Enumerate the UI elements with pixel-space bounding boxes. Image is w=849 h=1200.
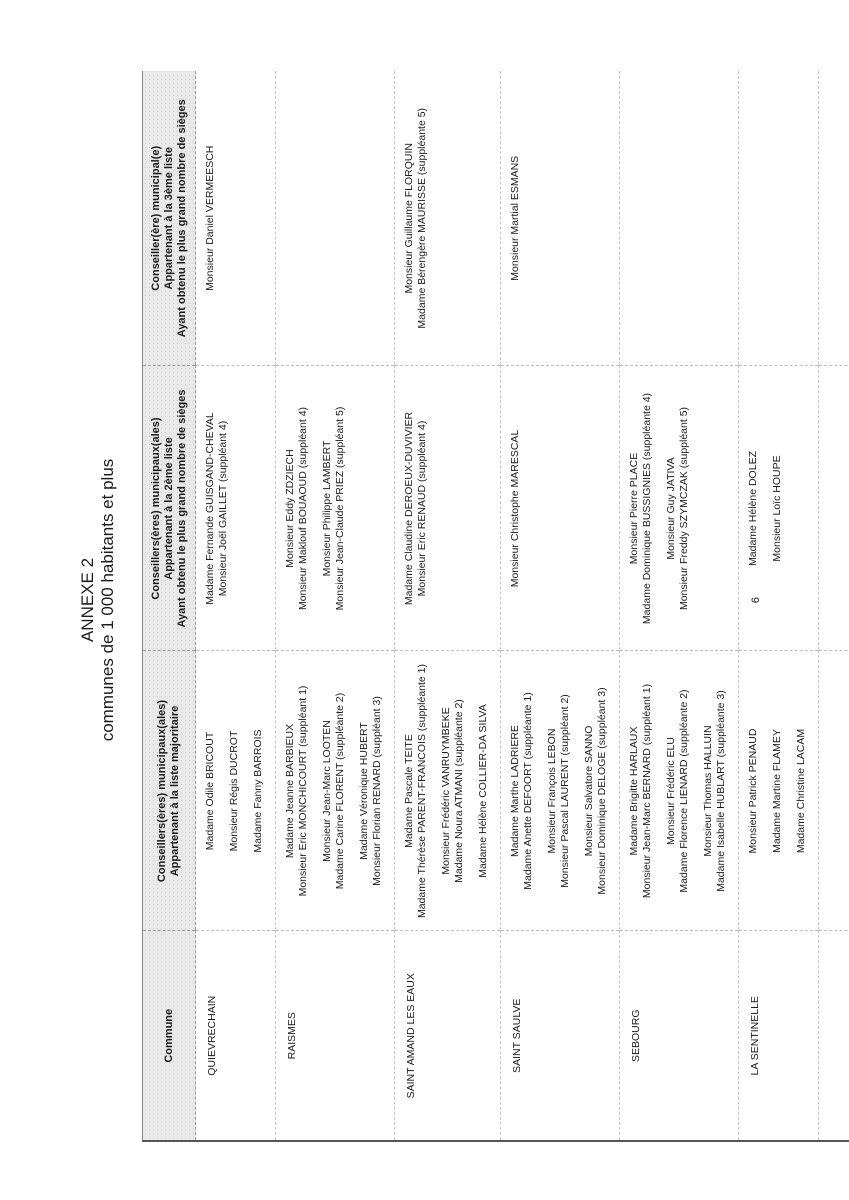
councillors-table [142,71,849,1142]
councillor-name: Madame Brigitte HARLAUX [628,726,640,856]
header-third-list [143,71,196,366]
councillor-name: Monsieur Loïc HOUPE [771,455,783,562]
majority-list-cell [276,651,395,931]
councillor-name: Monsieur Eddy ZDZIECH [284,449,296,568]
councillor-name: Madame Fernande GUISGAND-CHEVAL [204,412,216,605]
second-list-entry [771,371,784,647]
majority-list-entry [284,656,310,927]
second-list-cell [620,366,739,651]
majority-list-entry [702,656,728,927]
councillor-name: Madame Carine FLORENT (suppléante 2) [334,692,346,890]
councillor-name: Madame Noura ATMANI (suppléante 2) [453,699,465,883]
councillor-name: Monsieur Martial ESMANS [509,155,521,281]
third-list-cell [501,71,620,366]
table-row [819,71,849,1141]
majority-list-entry [440,656,466,927]
councillor-name: Monsieur Maklouf BOUAOUD (suppléant 4) [297,406,309,611]
majority-list-entry [477,656,490,927]
councillor-name: Madame Thérèse PARENT-FRANCOIS (suppléante 1) [416,663,428,919]
table-row [620,71,739,1141]
commune-cell [819,931,849,1141]
councillor-name: Madame Véronique HUBERT [358,722,370,860]
majority-list-entry [665,656,691,927]
councillor-name: Monsieur Joël GAILLET (suppléant 4) [217,420,229,597]
header-line: Ayant obtenu le plus grand nombre de sièges [175,99,188,338]
councillor-name: Madame Odile BRICOUT [204,731,216,851]
header-second-list [143,366,196,651]
councillor-name: Monsieur Frédéric ELU [665,737,677,845]
table-row [276,71,395,1141]
header-commune [143,931,196,1141]
commune-cell: RAISMES [276,931,395,1141]
majority-list-cell [395,651,501,931]
second-list-cell [395,366,501,651]
councillor-name: Monsieur Freddy SZYMCZAK (suppléant 5) [678,406,690,611]
table-header-row [143,71,196,1141]
commune-cell: SAINT SAULVE [501,931,620,1141]
third-list-cell [620,71,739,366]
second-list-entry [284,371,310,647]
header-line: Conseillers(ères) municipaux(ales) [156,699,168,883]
third-list-cell [819,71,849,366]
majority-list-cell [501,651,620,931]
councillor-name: Madame Jeanne BARBIEUX [284,723,296,859]
commune-cell: SEBOURG [620,931,739,1141]
majority-list-entry [583,656,609,927]
majority-list-entry [204,656,217,927]
majority-list-entry [795,656,808,927]
councillor-name: Monsieur Eric RENAUD (suppléant 4) [416,420,428,597]
third-list-entry [509,75,522,362]
majority-list-entry [546,656,572,927]
commune-cell: SAINT AMAND LES EAUX [395,931,501,1141]
councillor-name: Monsieur Dominique DELOGE (suppléant 3) [596,687,608,895]
councillor-name: Monsieur Patrick PENAUD [747,728,759,854]
councillor-name: Monsieur François LEBON [546,728,558,854]
councillor-name: Madame Martine FLAMEY [771,729,783,853]
table-row [196,71,276,1141]
document-title: ANNEXE 2 [78,557,97,643]
second-list-entry [321,371,347,647]
second-list-cell [819,366,849,651]
third-list-entry [204,75,217,362]
document-subtitle: communes de 1 000 habitants et plus [98,458,117,742]
commune-cell: LA SENTINELLE [739,931,819,1141]
header-line: Ayant obtenu le plus grand nombre de sièges [175,389,188,628]
councillor-name: Monsieur Thomas HALLUIN [702,725,714,857]
majority-list-entry [628,656,654,927]
councillor-name: Monsieur Salvatore SANNO [583,725,595,857]
third-list-entry [403,75,429,362]
table-row [501,71,620,1141]
third-list-cell [395,71,501,366]
majority-list-entry [403,656,429,927]
councillor-name: Monsieur Christophe MARESCAL [509,429,521,588]
document-title-block [78,0,118,1200]
header-line: Conseiller(ère) municipal(e) [149,145,162,291]
page-number: 6 [750,596,762,604]
councillor-name: Madame Anette DEFOORT (suppléante 1) [522,692,534,890]
majority-list-entry [228,656,241,927]
councillor-name: Monsieur Pascal LAURENT (suppléant 2) [559,694,571,888]
majority-list-entry [771,656,784,927]
majority-list-cell [196,651,276,931]
councillor-name: Monsieur Pierre PLACE [628,452,640,565]
councillor-name: Madame Bérengère MAURISSE (suppléante 5) [416,107,428,329]
second-list-entry [628,371,654,647]
header-line: Commune [162,1008,175,1063]
councillor-name: Madame Christine LACAM [795,728,807,854]
second-list-entry [403,371,429,647]
header-line: Appartenant à la 3ème liste [162,147,175,290]
second-list-cell [276,366,395,651]
councillor-name: Madame Claudine DEROEUX-DUVIVIER [403,411,415,606]
councillor-name: Monsieur Frédéric VANRUYMBEKE [440,707,452,875]
second-list-cell [501,366,620,651]
councillor-name: Madame Hélène DOLEZ [747,451,759,566]
majority-list-entry [252,656,265,927]
councillor-name: Monsieur Philippe LAMBERT [321,440,333,577]
header-line: Appartenant à la liste majoritaire [169,705,181,877]
second-list-entry [204,371,230,647]
header-line: Conseillers(ères) municipaux(ales) [149,417,162,600]
majority-list-entry [358,656,384,927]
second-list-cell [196,366,276,651]
second-list-entry [665,371,691,647]
councillor-name: Madame Fanny BARROIS [252,729,264,853]
councillor-name: Madame Hélène COLLIER-DA SILVA [477,704,489,878]
majority-list-entry [509,656,535,927]
councillor-name: Monsieur Jean-Claude PRIEZ (suppléant 5) [334,406,346,611]
councillor-name: Madame Dominique BUSSIGNIES (suppléante 4) [641,392,653,625]
councillor-name: Monsieur Guy JATIVA [665,457,677,560]
majority-list-cell [620,651,739,931]
header-majority-list [143,651,196,931]
councillor-name: Madame Florence LIENARD (suppléante 2) [678,689,690,893]
councillor-name: Monsieur Florian RENARD (suppléant 3) [371,696,383,886]
header-line: Appartenant à la 2ème liste [162,437,175,580]
councillor-name: Monsieur Guillaume FLORQUIN [403,142,415,294]
second-list-entry [509,371,522,647]
commune-cell: QUIEVRECHAIN [196,931,276,1141]
majority-list-entry [321,656,347,927]
table-row [395,71,501,1141]
councillor-name: Madame Isabelle HUBLART (suppléante 3) [715,690,727,892]
third-list-cell [276,71,395,366]
councillor-name: Madame Marthe LADRIERE [509,725,521,857]
third-list-cell [196,71,276,366]
majority-list-cell [819,651,849,931]
councillor-name: Monsieur Régis DUCROT [228,730,240,852]
councillor-name: Monsieur Jean-Marc LOOTEN [321,720,333,862]
councillor-name: Monsieur Daniel VERMEESCH [204,145,216,291]
councillor-name: Madame Pascale TEITE [403,734,415,848]
councillor-name: Monsieur Jean-Marc BERNARD (suppléant 1) [641,683,653,899]
councillor-name: Monsieur Eric MONCHICOURT (suppléant 1) [297,685,309,897]
